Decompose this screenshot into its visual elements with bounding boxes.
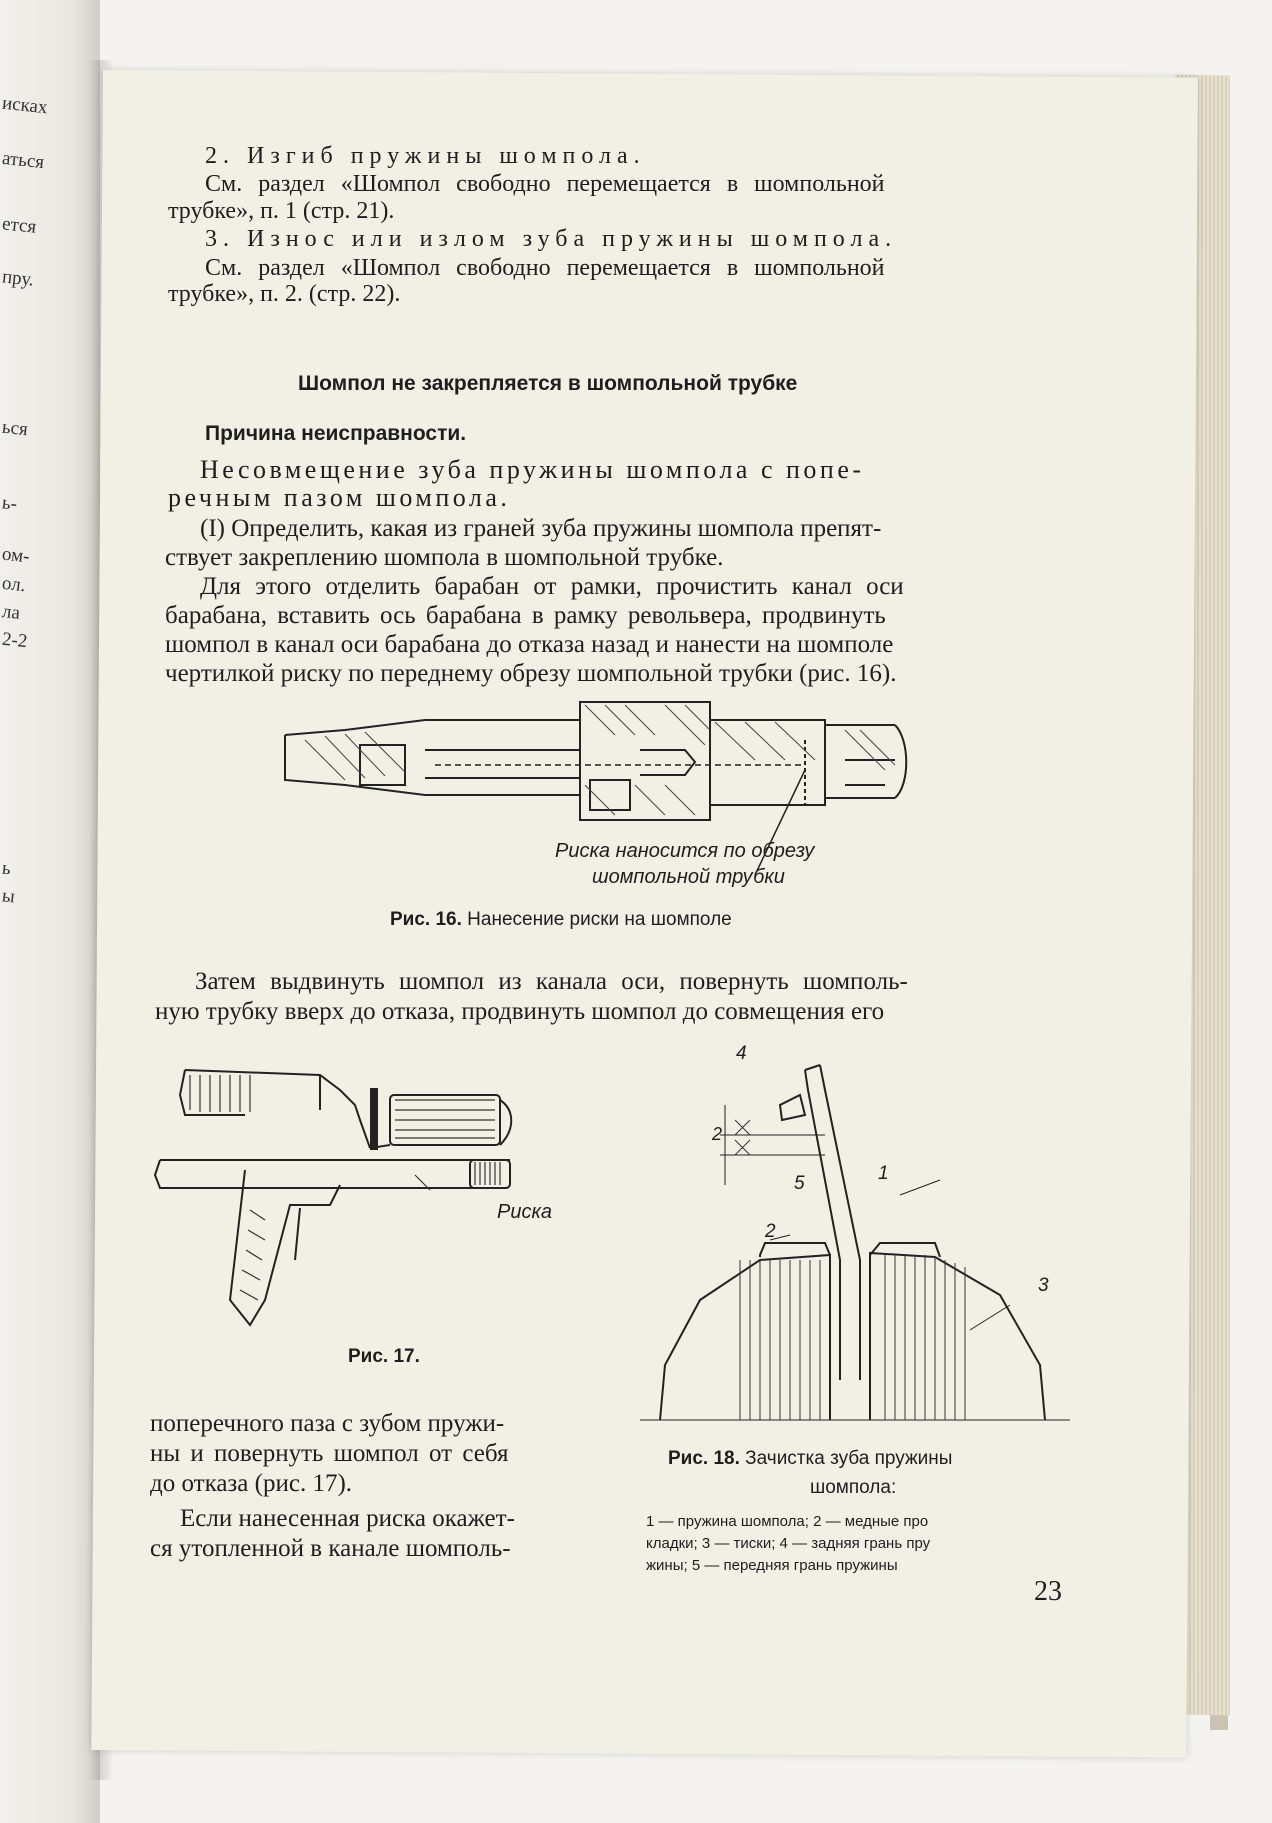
text-line: Затем выдвинуть шомпол из канала оси, повернуть шомполь-: [195, 968, 908, 995]
left-fragment: ом-: [1, 543, 31, 568]
left-page: [0, 0, 100, 1823]
fig18-label-2-dim: 2: [712, 1124, 723, 1144]
fig18-label-5: 5: [794, 1173, 805, 1194]
section-heading: Шомпол не закрепляется в шомпольной трубке: [298, 372, 798, 395]
fig17-caption: Рис. 17.: [348, 1346, 420, 1367]
fig16-caption: [390, 906, 732, 934]
left-fragment: ол.: [1, 572, 27, 597]
fig18-legend-line: кладки; 3 — тиски; 4 — задняя грань пру: [646, 1535, 931, 1552]
cause-line: речным пазом шомпола.: [168, 483, 511, 512]
fig18-caption: [668, 1445, 952, 1473]
left-fragment: ься: [1, 416, 29, 441]
step-line: шомпол в канал оси барабана до отказа назад и нанести на шомполе: [165, 631, 894, 658]
left-fragment: 2-2: [1, 628, 29, 653]
cause-line: Несовмещение зуба пружины шомпола с попе-: [200, 455, 865, 484]
text-line: ную трубку вверх до отказа, продвинуть шомпол до совмещения его: [155, 998, 885, 1025]
left-fragment: пру.: [1, 266, 35, 291]
step-line: барабана, вставить ось барабана в рамку револьвера, продвинуть: [165, 602, 886, 629]
left-fragment: ь-: [0, 492, 19, 515]
page-number: 23: [1034, 1576, 1062, 1607]
cause-heading: Причина неисправности.: [205, 422, 467, 445]
left-fragment: ется: [1, 213, 38, 238]
left-fragment: исках: [1, 92, 49, 119]
text-line: трубке», п. 1 (стр. 21).: [168, 198, 395, 224]
text-line: См. раздел «Шомпол свободно перемещается в шомпольной: [205, 255, 885, 281]
text-line: поперечного паза с зубом пружи-: [150, 1410, 505, 1437]
left-fragment: аться: [1, 147, 46, 174]
text-line: ся утопленной в канале шомполь-: [150, 1535, 511, 1562]
fig18-label-2: 2: [765, 1221, 776, 1242]
fig18-label-4: 4: [736, 1043, 747, 1064]
text-line: См. раздел «Шомпол свободно перемещается в шомпольной: [205, 171, 885, 197]
fig18-drawing: [640, 1045, 1080, 1425]
fig18-caption-line2: шомпола:: [810, 1477, 897, 1498]
text-line: до отказа (рис. 17).: [150, 1470, 353, 1497]
step-line: ствует закреплению шомпола в шомпольной трубке.: [165, 544, 724, 571]
fig18-legend-line: жины; 5 — передняя грань пружины: [646, 1557, 898, 1574]
text-line: ны и повернуть шомпол от себя: [150, 1440, 509, 1467]
text-line: Если нанесенная риска окажет-: [180, 1505, 515, 1532]
fig18-label-1: 1: [878, 1163, 889, 1184]
step-line: чертилкой риску по переднему обрезу шомпольной трубки (рис. 16).: [165, 660, 897, 687]
step-line: (I) Определить, какая из граней зуба пружины шомпола препят-: [200, 515, 882, 542]
fig16-caption-text: Нанесение риски на шомполе: [467, 909, 732, 930]
step-line: Для этого отделить барабан от рамки, прочистить канал оси: [200, 573, 904, 600]
fig18-label-3: 3: [1038, 1275, 1049, 1296]
left-fragment: ла: [1, 601, 22, 624]
fig17-label: Риска: [497, 1201, 553, 1223]
text-line: трубке», п. 2. (стр. 22).: [168, 281, 401, 307]
fig18-legend-line: 1 — пружина шомпола; 2 — медные про: [646, 1513, 929, 1530]
fig16-caption-number: Рис. 16.: [390, 909, 462, 930]
text-line: 3. Износ или излом зуба пружины шомпола.: [205, 226, 898, 252]
fig16-label: шомпольной трубки: [592, 866, 785, 888]
fig18-caption-number: Рис. 18.: [668, 1448, 740, 1469]
left-fragment: ы: [0, 885, 16, 908]
fig18-caption-text: Зачистка зуба пружины: [745, 1448, 953, 1469]
fig16-label: Риска наносится по обрезу: [555, 840, 815, 862]
left-fragment: ь: [0, 857, 12, 880]
text-line: 2. Изгиб пружины шомпола.: [205, 143, 646, 169]
